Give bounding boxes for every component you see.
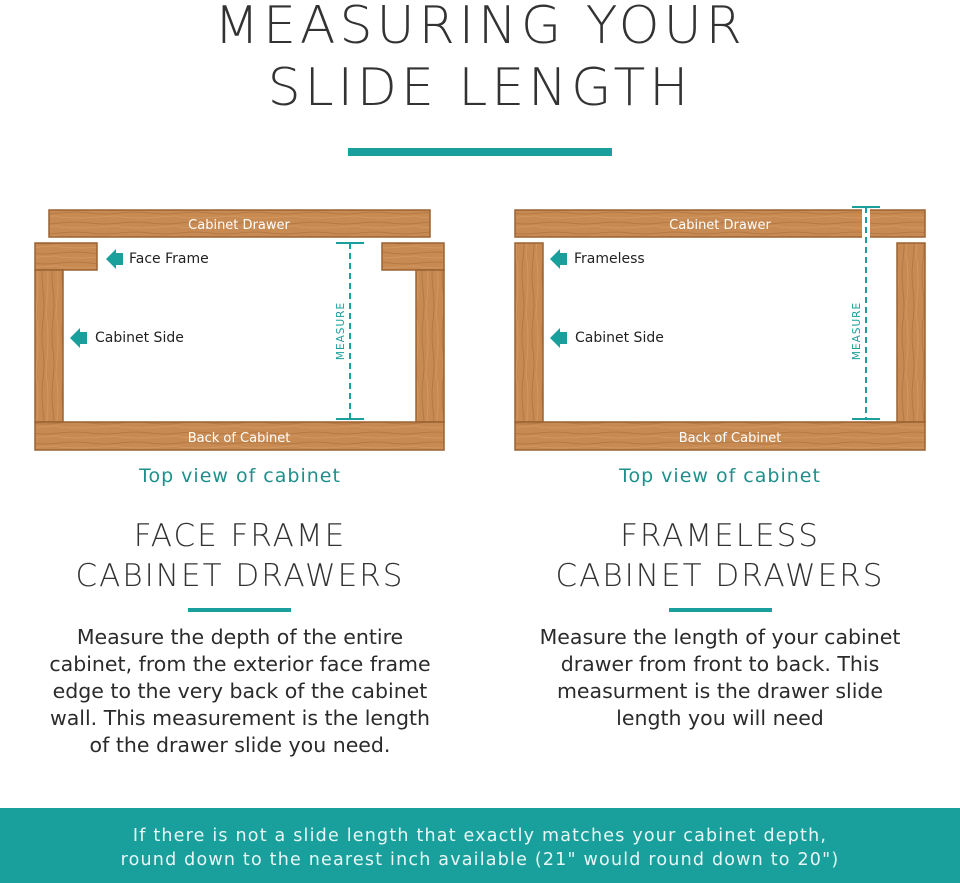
face-frame-description (0, 624, 480, 759)
frameless-pointer-label: Frameless (574, 251, 645, 267)
frameless-description-line: drawer from front to back. This (560, 652, 880, 676)
footer-banner (0, 808, 960, 883)
frameless-pointer (550, 249, 567, 269)
frameless-heading-line-2: CABINET DRAWERS (555, 558, 885, 594)
page-title-line-2: SLIDE LENGTH (267, 58, 693, 118)
cabinet-back-label: Back of Cabinet (187, 431, 291, 446)
cabinet-side-left (515, 243, 543, 422)
face-frame-pointer (106, 249, 123, 269)
frameless-caption: Top view of cabinet (619, 465, 821, 487)
face-frame-description-line: wall. This measurement is the length (49, 706, 431, 730)
cabinet-drawer-label: Cabinet Drawer (669, 218, 771, 233)
frameless-description-line: Measure the length of your cabinet (539, 625, 901, 649)
face-frame-heading-underline (188, 608, 291, 612)
footer-note-line-1: If there is not a slide length that exactly matches your cabinet depth, (132, 826, 828, 846)
footer-note-line-2: round down to the nearest inch available (21" would round down to 20") (120, 850, 840, 870)
page-title-line-1: MEASURING YOUR (214, 0, 746, 56)
cabinet-side-pointer-label: Cabinet Side (575, 330, 664, 346)
face-frame-description-line: cabinet, from the exterior face frame (49, 652, 431, 676)
cabinet-side-right (897, 243, 925, 422)
frameless-heading-line-1: FRAMELESS (620, 518, 820, 554)
cabinet-side-pointer (70, 328, 87, 348)
face-frame-description-line: Measure the depth of the entire (76, 625, 404, 649)
frameless-heading (480, 516, 960, 596)
cabinet-drawer-label: Cabinet Drawer (188, 218, 290, 233)
frameless-description (480, 624, 960, 732)
cabinet-side-pointer-label: Cabinet Side (95, 330, 184, 346)
frameless-cabinet-diagram (480, 200, 960, 460)
cabinet-side-pointer (550, 328, 567, 348)
face-frame-caption: Top view of cabinet (139, 465, 341, 487)
face-frame-left (35, 243, 97, 270)
measure-label: MEASURE (851, 301, 863, 361)
face-frame-heading-line-2: CABINET DRAWERS (75, 558, 405, 594)
frameless-heading-underline (669, 608, 772, 612)
measure-label: MEASURE (335, 301, 347, 361)
cabinet-side-right (416, 270, 444, 422)
face-frame-pointer-label: Face Frame (129, 251, 209, 267)
face-frame-description-line: edge to the very back of the cabinet (52, 679, 428, 703)
cabinet-side-left (35, 270, 63, 422)
cabinet-back-label: Back of Cabinet (678, 431, 782, 446)
face-frame-heading-line-1: FACE FRAME (133, 518, 347, 554)
face-frame-right (382, 243, 444, 270)
face-frame-heading (0, 516, 480, 596)
face-frame-cabinet-diagram (0, 200, 480, 460)
title-underline (348, 148, 612, 156)
face-frame-description-line: of the drawer slide you need. (89, 733, 391, 757)
frameless-description-line: length you will need (616, 706, 824, 730)
frameless-description-line: measurment is the drawer slide (556, 679, 884, 703)
